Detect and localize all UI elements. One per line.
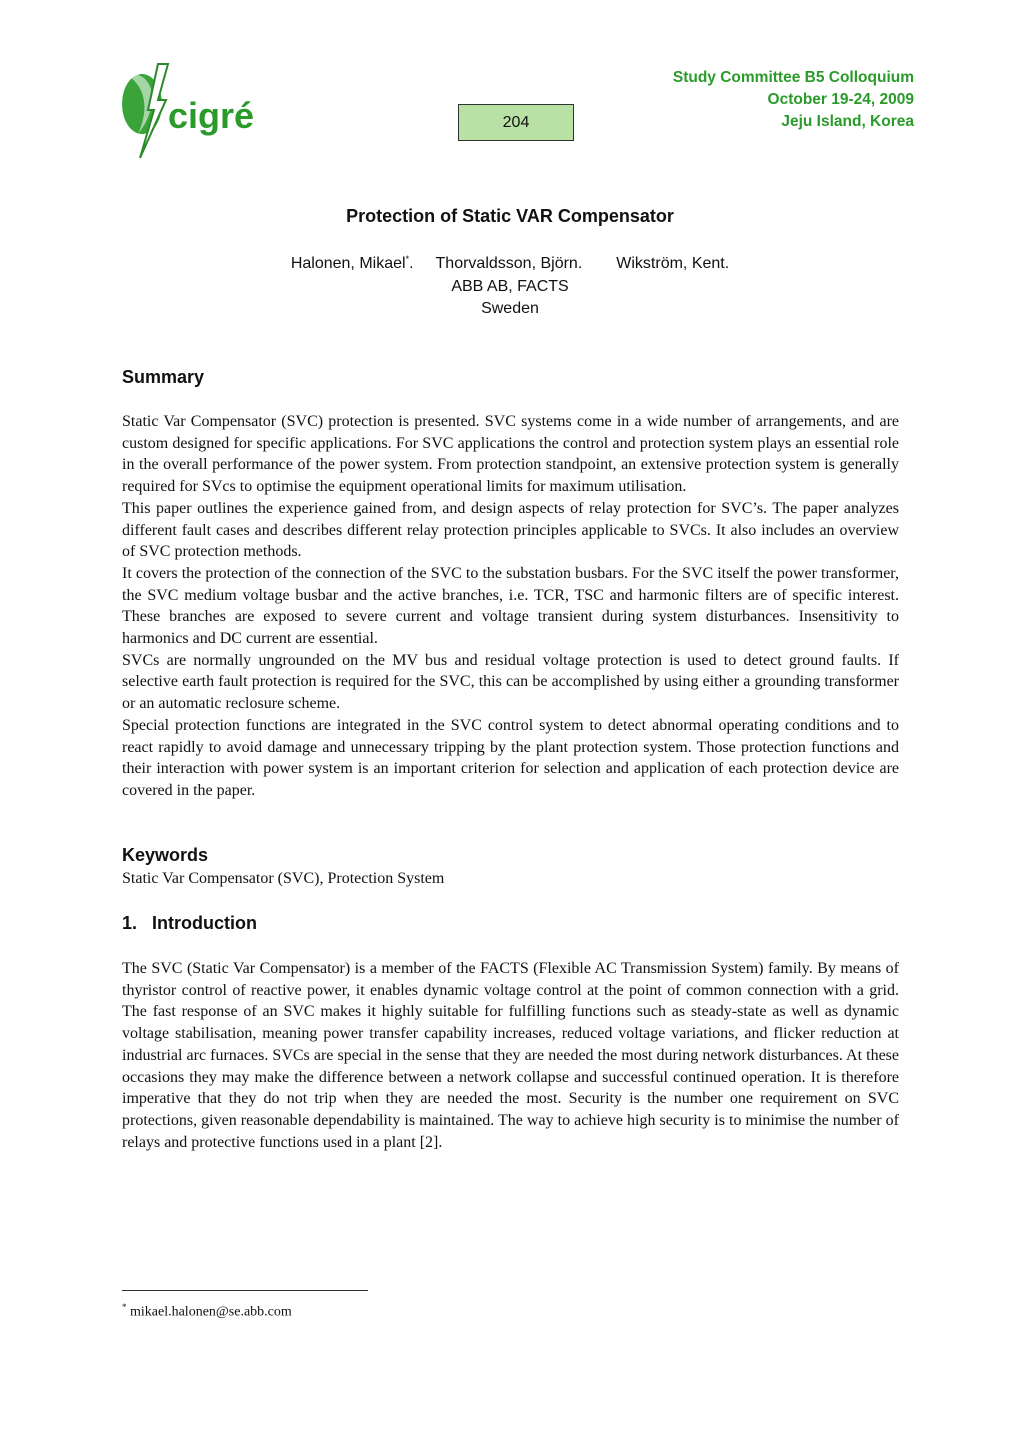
cigre-logo-graphic (118, 60, 260, 160)
author-period: . (409, 255, 414, 273)
footnote-marker: * (405, 254, 410, 264)
affiliation: ABB AB, FACTS (451, 278, 569, 295)
keywords-heading: Keywords (122, 845, 209, 865)
author-name: Halonen, Mikael (290, 255, 406, 273)
summary-body (122, 411, 899, 802)
conference-location: Jeju Island, Korea (781, 113, 914, 130)
affiliation-block (0, 276, 1020, 320)
summary-heading: Summary (122, 367, 205, 387)
paper-title: Protection of Static VAR Compensator (346, 206, 674, 226)
author-halonen (291, 254, 414, 273)
paper-number-box: 204 (458, 104, 574, 141)
cigre-logo (118, 60, 260, 160)
conference-info (673, 67, 914, 133)
summary-paragraph: Static Var Compensator (SVC) protection is presented. SVC systems come in a wide number of arrangements, and are custom designed for specific applications. For SVC applications the control and protection system plays an essential role in the overall performance of the power system. From protection standpoint, an extensive protection system is generally required for SVcs to optimise the equipment operational limits for maximum utilisation. (122, 413, 899, 496)
summary-paragraph: Special protection functions are integrated in the SVC control system to detect abnormal operating conditions and to react rapidly to avoid damage and unnecessary tripping by the plant protection system. Those protection functions and their interaction with power system is an important criterion for selection and application of each protection device are covered in the paper. (122, 716, 899, 799)
keywords-text: Static Var Compensator (SVC), Protection System (122, 870, 445, 887)
footnote-divider (122, 1290, 368, 1291)
summary-paragraph: SVCs are normally ungrounded on the MV bus and residual voltage protection is used to detect ground faults. If selective earth fault protection is required for the SVC, this can be accomplished by using either a grounding transformer or an automatic reclosure scheme. (122, 651, 899, 713)
summary-paragraph: It covers the protection of the connection of the SVC to the substation busbars. For the SVC itself the power transformer, the SVC medium voltage busbar and the active branches, i.e. TCR, TSC and harmonic filters are of specific interest. These branches are exposed to severe current and voltage transient during system disturbances. Insensitivity to harmonics and DC current are essential. (122, 564, 899, 648)
introduction-paragraph: The SVC (Static Var Compensator) is a member of the FACTS (Flexible AC Transmission System) family. By means of thyristor control of reactive power, it enables dynamic voltage control at the point of common connection with a grid. The fast response of an SVC makes it highly suitable for fulfilling functions such as steady-state as well as dynamic voltage stabilisation, meaning power transfer capability increases, reduced voltage variations, and flicker reduction at industrial arc furnaces. SVCs are special in the sense that they are needed the most during network disturbances. At these occasions they may make the difference between a network collapse and successful continued operation. It is therefore imperative that they do not trip when they are needed the most. Security is the number one requirement on SVC protections, given reasonable dependability is maintained. The way to achieve high security is to minimise the number of relays and protective functions used in a plant [2]. (122, 960, 899, 1151)
author-list (0, 254, 1020, 273)
logo-wordmark: cigré (168, 95, 255, 136)
footnote-email: mikael.halonen@se.abb.com (130, 1304, 292, 1320)
author-thorvaldsson: Thorvaldsson, Björn. (435, 255, 583, 273)
author-wikstrom: Wikström, Kent. (616, 255, 730, 273)
country: Sweden (481, 300, 539, 317)
conference-committee: Study Committee B5 Colloquium (672, 69, 914, 86)
footnote-mark: * (122, 1302, 127, 1312)
conference-dates: October 19-24, 2009 (767, 91, 914, 108)
introduction-body (122, 958, 899, 1153)
introduction-heading: 1. Introduction (122, 913, 257, 933)
summary-paragraph: This paper outlines the experience gained from, and design aspects of relay protection for SVC’s. The paper analyzes different fault cases and describes different relay protection principles applicable to SVCs. It also includes an overview of SVC protection methods. (122, 499, 899, 561)
footnote (122, 1302, 292, 1321)
